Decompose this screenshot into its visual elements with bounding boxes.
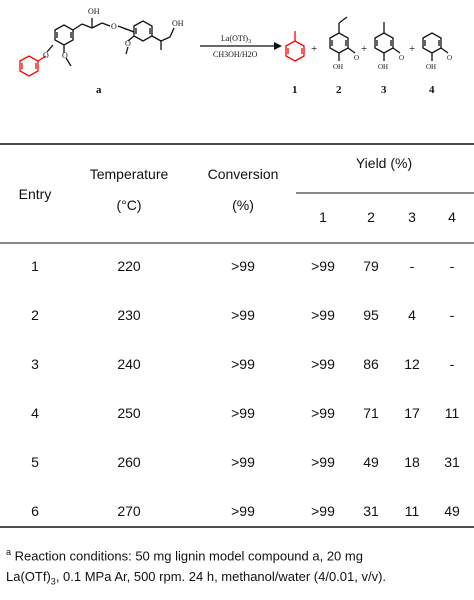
start-compound-label: a (96, 84, 102, 96)
cell-yield-2: 95 (363, 307, 379, 323)
product-3-structure (375, 22, 400, 61)
cell-yield-1: >99 (311, 258, 335, 274)
cell-yield-3: 11 (404, 503, 420, 519)
product-label-4: 4 (429, 84, 435, 96)
cell-yield-4: 11 (444, 405, 460, 421)
cell-conversion: >99 (231, 356, 255, 372)
table-row (31, 405, 459, 421)
product-1-structure (286, 31, 304, 61)
footnote-line-2b: , 0.1 MPa Ar, 500 rpm. 24 h, methanol/water (4/0.01, v/v). (55, 569, 387, 585)
header-yield-1: 1 (319, 209, 327, 225)
reaction-arrow-head (274, 42, 282, 50)
header-entry: Entry (18, 186, 52, 202)
header-conversion-unit: (%) (232, 197, 254, 213)
cell-conversion: >99 (231, 258, 255, 274)
cell-temperature: 260 (117, 454, 141, 470)
yield-table (0, 130, 474, 536)
cell-temperature: 220 (117, 258, 141, 274)
product-label-2: 2 (336, 84, 342, 96)
svg-text:O: O (62, 51, 68, 60)
footnote-line-2a: La(OTf) (6, 569, 51, 585)
table-body (31, 258, 460, 519)
cell-yield-2: 31 (363, 503, 379, 519)
cell-entry: 6 (31, 503, 39, 519)
cell-temperature: 270 (117, 503, 141, 519)
table-header (19, 155, 456, 225)
product-4-oh: OH (426, 63, 437, 71)
cell-yield-4: 49 (444, 503, 460, 519)
footnote-line-1: Reaction conditions: 50 mg lignin model compound a, 20 mg (14, 548, 363, 564)
product-atom-labels (333, 54, 452, 71)
cell-yield-2: 49 (363, 454, 379, 470)
svg-text:O: O (111, 22, 117, 31)
cell-yield-4: - (449, 356, 455, 372)
svg-text:O: O (354, 54, 360, 62)
cell-yield-1: >99 (311, 356, 335, 372)
cell-yield-1: >99 (311, 405, 335, 421)
cell-yield-2: 71 (363, 405, 379, 421)
cell-yield-2: 79 (363, 258, 379, 274)
header-yield: Yield (%) (355, 155, 413, 171)
svg-text:+: + (361, 43, 368, 55)
header-yield-3: 3 (408, 209, 416, 225)
table-row (31, 503, 460, 519)
cell-yield-3: 4 (408, 307, 416, 323)
cell-yield-3: - (409, 258, 415, 274)
svg-text:O: O (399, 54, 405, 62)
product-label-3: 3 (381, 84, 387, 96)
footnote-line-2-sub: 3 (50, 576, 56, 587)
cell-entry: 2 (31, 307, 39, 323)
product-2-oh: OH (333, 63, 344, 71)
header-conversion: Conversion (207, 166, 279, 182)
cell-entry: 3 (31, 356, 39, 372)
cell-temperature: 230 (117, 307, 141, 323)
cell-yield-1: >99 (311, 307, 335, 323)
cell-conversion: >99 (231, 503, 255, 519)
header-temperature: Temperature (89, 166, 169, 182)
product-2-structure (330, 17, 355, 61)
table-row (31, 258, 455, 274)
footnote-marker: a (6, 547, 12, 557)
cell-yield-4: - (449, 258, 455, 274)
cell-conversion: >99 (231, 307, 255, 323)
cell-yield-3: 18 (404, 454, 420, 470)
product-labels (292, 84, 435, 96)
product-3-oh: OH (378, 63, 389, 71)
cell-entry: 5 (31, 454, 39, 470)
svg-text:O: O (447, 54, 453, 62)
reagent-bottom: CH3OH/H2O (213, 50, 258, 59)
start-oh-right: OH (172, 19, 184, 28)
cell-conversion: >99 (231, 405, 255, 421)
cell-yield-4: - (449, 307, 455, 323)
cell-temperature: 250 (117, 405, 141, 421)
start-compound-labels (43, 7, 184, 60)
cell-temperature: 240 (117, 356, 141, 372)
cell-yield-3: 12 (404, 356, 420, 372)
svg-text:O: O (43, 51, 49, 60)
svg-text:+: + (409, 43, 416, 55)
header-yield-4: 4 (448, 209, 456, 225)
cell-yield-4: 31 (444, 454, 460, 470)
table-row (31, 454, 460, 470)
footnote (6, 542, 468, 593)
cell-entry: 4 (31, 405, 39, 421)
cell-yield-2: 86 (363, 356, 379, 372)
table-row (31, 356, 455, 372)
svg-text:O: O (125, 39, 131, 48)
header-temperature-unit: (°C) (116, 197, 142, 213)
cell-yield-3: 17 (404, 405, 420, 421)
svg-text:+: + (311, 43, 318, 55)
cell-entry: 1 (31, 258, 39, 274)
cell-yield-1: >99 (311, 503, 335, 519)
start-compound-structure (20, 18, 274, 76)
reagent-top: $La(OTf)_3$ (221, 34, 252, 45)
product-4-structure (423, 33, 448, 61)
table-row (31, 307, 455, 323)
start-oh-top: OH (88, 7, 100, 16)
reaction-scheme (0, 0, 474, 110)
header-yield-2: 2 (367, 209, 375, 225)
product-label-1: 1 (292, 84, 298, 96)
cell-yield-1: >99 (311, 454, 335, 470)
cell-conversion: >99 (231, 454, 255, 470)
